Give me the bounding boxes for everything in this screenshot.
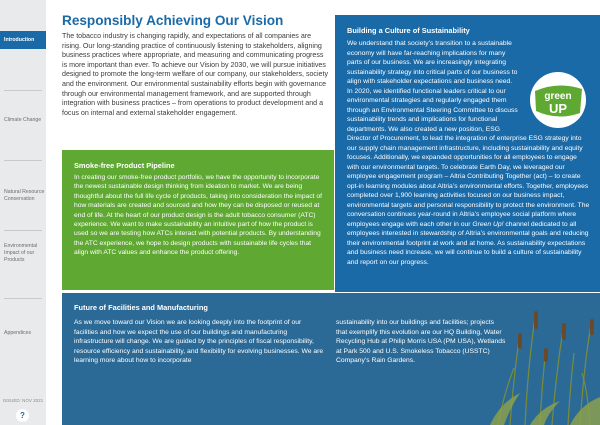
logo-text-green: green — [544, 91, 572, 102]
green-up-logo-icon — [522, 69, 594, 131]
facilities-column-2: sustainability into our buildings and facilities; projects that exemplify this evolution are our HQ Building, Water Recycling Hub at Philip Morris USA (PM USA), Wetlands at Park 500 and U.S. Smokeless Tobacco (USSTC) Company’s Rain Gardens. — [336, 319, 506, 365]
smoke-free-pipeline-panel — [62, 150, 334, 290]
culture-body — [347, 39, 590, 267]
sidebar-item-climate-change[interactable] — [0, 117, 46, 124]
culture-heading: Building a Culture of Sustainability — [347, 26, 470, 35]
sidebar-item-introduction[interactable] — [0, 31, 46, 49]
sidebar-item-label: Natural Resource Conservation — [4, 189, 45, 202]
facilities-heading: Future of Facilities and Manufacturing — [74, 303, 208, 312]
sidebar-item-label: Introduction — [4, 36, 35, 43]
sidebar-item-label: Environmental Impact of our Products — [4, 243, 38, 263]
sidebar-divider — [4, 90, 42, 91]
sidebar-divider — [4, 230, 42, 231]
green-up-channel-name: Green Up! — [472, 220, 504, 228]
intro-paragraph: The tobacco industry is changing rapidly, and expectations of all companies are rising. Our long-standing practice of continuously listening to stakeholders, aligning business practices where appropriate, and measuring and communicating progress is more important than ever. To achieve our Vision by 2030, we will pursue initiatives designed to promote the long-term welfare of our company, our stakeholders, society and the environment. Our environmental sustainability efforts begin with governance through our environmental management framework, and are supported through integration with business practices – from operations to product development and a focus on internal and external stakeholder engagement. — [62, 32, 329, 117]
cattail-plants-image — [490, 293, 600, 425]
smoke-free-body: In creating our smoke-free product portfolio, we have the opportunity to incorporate the newest sustainable design thinking from ideation to market. We are being thoughtful about the full life cycle of products, taking into consideration the impact of how materials are created and sourced and how they can be disposed or reused at end of life. At the heart of our product design is the adult tobacco consumer (ATC) experience. We want to make sustainability an intuitive part of how the product is used so we are testing how ATCs interact with potential products. By understanding the ATC experience, we hope to design products with sustainable life cycles that align with ATC values and enhance the product offering. — [74, 174, 322, 257]
page-title: Responsibly Achieving Our Vision — [62, 13, 284, 28]
sidebar-item-natural-resource-conservation[interactable] — [0, 189, 46, 203]
facilities-manufacturing-panel — [62, 293, 600, 425]
sidebar-divider — [4, 160, 42, 161]
sidebar-item-environmental-impact[interactable] — [0, 243, 46, 264]
sidebar-item-label: Appendices — [4, 330, 32, 336]
help-button[interactable]: ? — [16, 409, 29, 422]
culture-of-sustainability-panel — [335, 15, 600, 292]
issued-date: ISSUED: NOV 2021 — [2, 398, 44, 403]
sidebar-divider — [4, 298, 42, 299]
sidebar-nav — [0, 0, 46, 425]
sidebar-item-appendices[interactable] — [0, 330, 46, 337]
culture-body-text-end: channel dedicated to all employees interested in stewardship of Altria’s environmental goals and reducing their environmental footprint at work and at home. As sustainability expectations and business need increase, we will continue to build a culture of sustainability and report on our progress. — [347, 220, 589, 266]
sidebar-item-label: Climate Change — [4, 117, 42, 123]
facilities-column-1: As we move toward our Vision we are looking deeply into the footprint of our facilities and how we expect the use of our buildings and manufacturing infrastructure will change. We are guided by the principles of fiscal responsibility, resource efficiency and sustainability, and flexibility for evolving businesses. We are learning more about how to incorporate — [74, 319, 324, 365]
culture-body-text: We understand that society’s transition to a sustainable economy will have far-reaching implications for many parts of our business. We are increasingly integrating sustainability strategy into critical parts of our business to align with stakeholder expectations and business need. In 2020, we identified functional leaders critical to our environmental strategies and regularly engaged them through an Environmental Steering Committee to discuss sustainability trends and implications for functional departments. We also created a new position, ESG Director of Procurement, to lead the integration of enterprise ESG strategy into our supply chain management infrastructure, including sustainability and equity focuses. Additionally, we expanded opportunities for all employees to engage with our environmental targets. To celebrate Earth Day, we leveraged our employee engagement program – Altria Contributing Together (act) – to create opt-in learning modules about Altria’s environmental efforts. Together, employees completed over 1,900 learning activities focused on our business impact, environmental targets and personal responsibility to protect the environment. The conversation continues year-round in Altria’s employee social platform where employees engage with each other in our — [347, 40, 590, 228]
logo-text-up: UP — [548, 101, 568, 116]
smoke-free-heading: Smoke-free Product Pipeline — [74, 161, 175, 170]
